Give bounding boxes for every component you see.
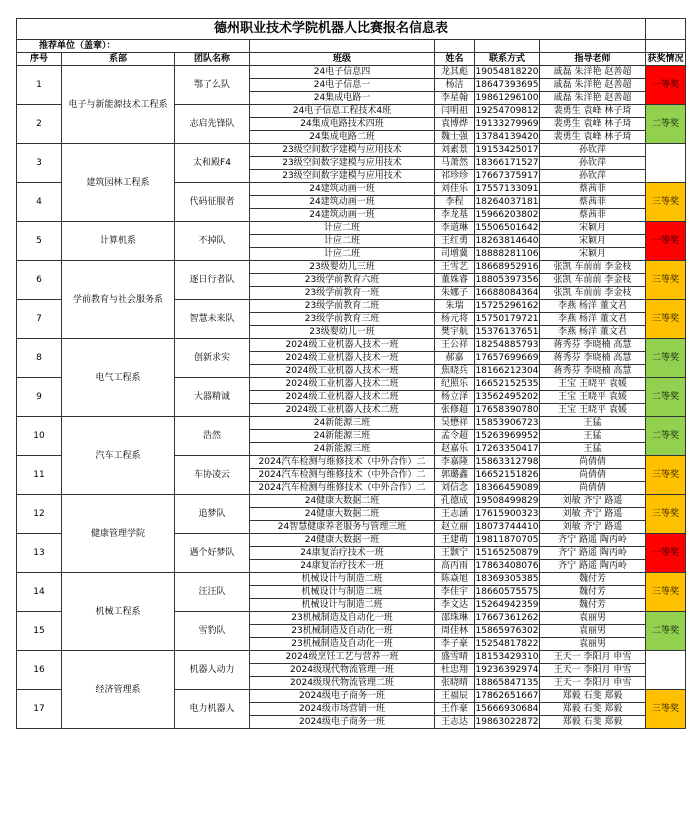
member-phone: 15750179721: [475, 314, 539, 324]
member-teacher: 王猛: [540, 430, 646, 443]
member-phone: 18660575575: [475, 587, 539, 597]
member-class: 2024汽车检测与维修技术（中外合作）二: [250, 456, 435, 469]
member-name: 王红勇: [435, 235, 475, 248]
award-badge: 二等奖: [646, 105, 686, 144]
member-teacher: 戚磊 朱洋艳 赵善超: [540, 66, 646, 79]
team-name: 大器精诚: [175, 378, 250, 417]
member-name: 李道琳: [435, 222, 475, 235]
member-phone: 19863022872: [475, 717, 539, 727]
member-phone: 18366459089: [475, 483, 539, 493]
member-class: 24智慧健康养老服务与管理三班: [250, 521, 435, 534]
member-class: 24建筑动画一班: [250, 196, 435, 209]
member-teacher: 王宝 王晓平 袁媛: [540, 404, 646, 417]
team-name: 车协凌云: [175, 456, 250, 495]
member-phone: 19133279969: [475, 119, 539, 129]
award-badge: 一等奖: [646, 222, 686, 261]
award-badge: [646, 144, 686, 183]
member-class: 2024级工业机器人技术一班: [250, 365, 435, 378]
member-teacher: 宋颖月: [540, 248, 646, 261]
member-class: 2024级电子商务一班: [250, 716, 435, 729]
member-class: 计应二班: [250, 235, 435, 248]
team-name: 追梦队: [175, 495, 250, 534]
member-phone: 19811870705: [475, 535, 539, 545]
member-class: 24建筑动画一班: [250, 209, 435, 222]
member-class: 24集成电路二班: [250, 131, 435, 144]
member-phone: 18073744410: [475, 522, 539, 532]
member-class: 24新能源三班: [250, 417, 435, 430]
member-name: 王雪艺: [435, 261, 475, 274]
team-number: 16: [17, 651, 62, 690]
header-name: 姓名: [435, 53, 475, 66]
member-name: 李程: [435, 196, 475, 209]
blank-cell: [250, 40, 435, 53]
member-name: 杨洁: [435, 79, 475, 92]
member-class: 24电子信息四: [250, 66, 435, 79]
member-phone: 18369305385: [475, 574, 539, 584]
team-name: 太和殿F4: [175, 144, 250, 183]
member-class: 2024汽车检测与维修技术（中外合作）二: [250, 469, 435, 482]
member-class: 2024级工业机器人技术一班: [250, 352, 435, 365]
member-teacher: 王猛: [540, 417, 646, 430]
team-name: 浩然: [175, 417, 250, 456]
header-department: 系部: [62, 53, 175, 66]
member-name: 司增冀: [435, 248, 475, 261]
member-class: 24电子信息一: [250, 79, 435, 92]
member-name: 魏士强: [435, 131, 475, 144]
award-badge: 三等奖: [646, 300, 686, 339]
department-name: 机械工程系: [62, 573, 175, 651]
member-teacher: 王天一 李阳月 申雪: [540, 651, 646, 664]
award-badge: 二等奖: [646, 417, 686, 456]
title-empty-cell: [646, 19, 686, 40]
member-phone: 19153425017: [475, 145, 539, 155]
member-phone: 16652151826: [475, 470, 539, 480]
member-teacher: 蒋秀芬 李晓楠 高慧: [540, 339, 646, 352]
member-class: 23级空间数字建模与应用技术: [250, 170, 435, 183]
member-class: 机械设计与制造二班: [250, 573, 435, 586]
member-teacher: 尚倩倩: [540, 456, 646, 469]
member-teacher: 蔡茜菲: [540, 183, 646, 196]
member-name: 李星翰: [435, 92, 475, 105]
team-name: 志启先锋队: [175, 105, 250, 144]
member-phone: 18254885793: [475, 340, 539, 350]
member-teacher: 孙钦萍: [540, 144, 646, 157]
member-class: 24建筑动画一班: [250, 183, 435, 196]
member-name: 李文达: [435, 599, 475, 612]
member-name: 龙其彪: [435, 66, 475, 79]
member-class: 24新能源三班: [250, 443, 435, 456]
award-badge: 三等奖: [646, 456, 686, 495]
member-teacher: 王宝 王晓平 袁媛: [540, 391, 646, 404]
member-phone: 15966203802: [475, 210, 539, 220]
blank-cell: [540, 40, 646, 53]
member-teacher: 孙钦萍: [540, 170, 646, 183]
member-teacher: 戚磊 朱洋艳 赵善超: [540, 92, 646, 105]
member-phone: 17657699669: [475, 353, 539, 363]
member-teacher: 刘敏 齐宁 路遥: [540, 521, 646, 534]
member-name: 焦晓兵: [435, 365, 475, 378]
member-name: 朱娜子: [435, 287, 475, 300]
table-row: [17, 222, 686, 235]
member-teacher: 李燕 杨洋 董文君: [540, 326, 646, 339]
team-number: 9: [17, 378, 62, 417]
member-class: 24集成电路技术四班: [250, 118, 435, 131]
member-phone: 17615900323: [475, 509, 539, 519]
blank-cell: [646, 40, 686, 53]
member-name: 樊宇航: [435, 326, 475, 339]
member-teacher: 裴勇生 袁峰 林子琦: [540, 105, 646, 118]
member-class: 24康复治疗技术一班: [250, 547, 435, 560]
member-name: 祁珍珍: [435, 170, 475, 183]
member-phone: 17667375917: [475, 171, 539, 181]
member-teacher: 尚倩倩: [540, 469, 646, 482]
table-row: [17, 651, 686, 664]
member-class: 23级学前教育二班: [250, 300, 435, 313]
member-teacher: 王天一 李阳月 申雪: [540, 677, 646, 690]
member-phone: 17667361262: [475, 613, 539, 623]
team-number: 6: [17, 261, 62, 300]
header-class: 班级: [250, 53, 435, 66]
member-class: 23机械制造及自动化一班: [250, 612, 435, 625]
member-teacher: 宋颖月: [540, 222, 646, 235]
team-name: 不掉队: [175, 222, 250, 261]
team-number: 4: [17, 183, 62, 222]
member-name: 郝嘉: [435, 352, 475, 365]
award-badge: 三等奖: [646, 573, 686, 612]
member-phone: 15865976302: [475, 626, 539, 636]
member-class: 23级学前教育三班: [250, 313, 435, 326]
member-class: 2024级工业机器人技术二班: [250, 404, 435, 417]
member-class: 2024级工业机器人技术二班: [250, 378, 435, 391]
member-name: 李龙基: [435, 209, 475, 222]
member-teacher: 袁丽男: [540, 638, 646, 651]
member-name: 王公祥: [435, 339, 475, 352]
team-number: 2: [17, 105, 62, 144]
member-name: 周佳林: [435, 625, 475, 638]
team-number: 12: [17, 495, 62, 534]
registration-table: [16, 18, 686, 729]
member-phone: 16688084364: [475, 288, 539, 298]
member-teacher: 张凯 车前前 李金枝: [540, 261, 646, 274]
member-class: 2024级市场营销一班: [250, 703, 435, 716]
team-number: 17: [17, 690, 62, 729]
department-name: 学前教育与社会服务系: [62, 261, 175, 339]
member-phone: 15666930684: [475, 704, 539, 714]
member-name: 王颢宁: [435, 547, 475, 560]
member-phone: 18865847135: [475, 678, 539, 688]
team-name: 雪豹队: [175, 612, 250, 651]
member-phone: 19508499829: [475, 496, 539, 506]
recommend-unit-label: 推荐单位（盖章）：: [17, 40, 250, 53]
member-class: 23级婴幼儿三班: [250, 261, 435, 274]
member-class: 24集成电路一: [250, 92, 435, 105]
member-class: 2024级电子商务一班: [250, 690, 435, 703]
member-phone: 15264942359: [475, 600, 539, 610]
member-class: 2024汽车检测与维修技术（中外合作）二: [250, 482, 435, 495]
member-class: 2024级现代物流管理二班: [250, 677, 435, 690]
member-name: 闫明祖: [435, 105, 475, 118]
team-name: 创新求实: [175, 339, 250, 378]
member-teacher: 蒋秀芬 李晓楠 高慧: [540, 352, 646, 365]
member-teacher: 魏付芳: [540, 573, 646, 586]
member-class: 23机械制造及自动化一班: [250, 625, 435, 638]
header-row: [17, 53, 686, 66]
registration-sheet: [16, 18, 686, 729]
member-teacher: 袁丽男: [540, 612, 646, 625]
table-row: [17, 495, 686, 508]
member-class: 23级婴幼儿一班: [250, 326, 435, 339]
member-phone: 18264037181: [475, 197, 539, 207]
member-name: 朱瑞: [435, 300, 475, 313]
member-teacher: 尚倩倩: [540, 482, 646, 495]
member-class: 23级空间数字建模与应用技术: [250, 144, 435, 157]
member-class: 24康复治疗技术一班: [250, 560, 435, 573]
member-phone: 18366171527: [475, 158, 539, 168]
team-number: 10: [17, 417, 62, 456]
member-class: 机械设计与制造二班: [250, 586, 435, 599]
member-teacher: 蒋秀芬 李晓楠 高慧: [540, 365, 646, 378]
member-name: 孔德成: [435, 495, 475, 508]
member-phone: 13784139420: [475, 132, 539, 142]
member-teacher: 李燕 杨洋 董文君: [540, 313, 646, 326]
member-class: 2024级工业机器人技术二班: [250, 391, 435, 404]
member-phone: 15263969952: [475, 431, 539, 441]
award-badge: 三等奖: [646, 690, 686, 729]
team-number: 7: [17, 300, 62, 339]
member-class: 2024级工业机器人技术一班: [250, 339, 435, 352]
member-name: 赵嘉乐: [435, 443, 475, 456]
member-name: 盛雪晴: [435, 651, 475, 664]
member-phone: 19236392974: [475, 665, 539, 675]
member-class: 24健康大数据二班: [250, 508, 435, 521]
member-teacher: 蔡茜菲: [540, 209, 646, 222]
member-phone: 17263350417: [475, 444, 539, 454]
member-phone: 17862651667: [475, 691, 539, 701]
award-badge: 一等奖: [646, 66, 686, 105]
member-name: 袁博烨: [435, 118, 475, 131]
member-class: 2024级烹饪工艺与营养一班: [250, 651, 435, 664]
table-row: [17, 261, 686, 274]
team-name: 鄂了么队: [175, 66, 250, 105]
member-name: 李嘉隆: [435, 456, 475, 469]
member-phone: 18668952916: [475, 262, 539, 272]
member-name: 吴懋祥: [435, 417, 475, 430]
member-name: 杨立泽: [435, 391, 475, 404]
team-number: 1: [17, 66, 62, 105]
member-name: 孟令超: [435, 430, 475, 443]
member-teacher: 李燕 杨洋 董文君: [540, 300, 646, 313]
team-name: 汪汪队: [175, 573, 250, 612]
member-phone: 15165250879: [475, 548, 539, 558]
blank-cell: [475, 40, 540, 53]
department-name: 电气工程系: [62, 339, 175, 417]
member-teacher: 袁丽男: [540, 625, 646, 638]
member-name: 董姝睿: [435, 274, 475, 287]
award-badge: 二等奖: [646, 339, 686, 378]
member-phone: 18263814640: [475, 236, 539, 246]
member-phone: 18805397356: [475, 275, 539, 285]
member-name: 王志达: [435, 716, 475, 729]
member-teacher: 刘敏 齐宁 路遥: [540, 508, 646, 521]
table-row: [17, 144, 686, 157]
member-class: 计应二班: [250, 248, 435, 261]
award-badge: 三等奖: [646, 183, 686, 222]
member-teacher: 张凯 车前前 李金枝: [540, 274, 646, 287]
award-badge: 二等奖: [646, 378, 686, 417]
table-row: [17, 573, 686, 586]
award-badge: 三等奖: [646, 495, 686, 534]
member-class: 2024级现代物流管理一班: [250, 664, 435, 677]
team-name: 智慧未来队: [175, 300, 250, 339]
department-name: 建筑园林工程系: [62, 144, 175, 222]
member-phone: 15506501642: [475, 223, 539, 233]
member-phone: 15853906723: [475, 418, 539, 428]
header-team: 团队名称: [175, 53, 250, 66]
award-badge: 二等奖: [646, 612, 686, 651]
member-teacher: 刘敏 齐宁 路遥: [540, 495, 646, 508]
member-name: 杜忠翔: [435, 664, 475, 677]
table-row: [17, 66, 686, 79]
member-phone: 19254709812: [475, 106, 539, 116]
member-teacher: 齐宁 路遥 陶丙岭: [540, 547, 646, 560]
team-name: 逐日行者队: [175, 261, 250, 300]
member-teacher: 王猛: [540, 443, 646, 456]
award-badge: 一等奖: [646, 534, 686, 573]
member-phone: 19054818220: [475, 67, 539, 77]
member-name: 王志涵: [435, 508, 475, 521]
department-name: 计算机系: [62, 222, 175, 261]
team-number: 5: [17, 222, 62, 261]
department-name: 汽车工程系: [62, 417, 175, 495]
member-teacher: 魏付芳: [540, 599, 646, 612]
member-name: 张修超: [435, 404, 475, 417]
member-name: 赵立丽: [435, 521, 475, 534]
header-no: 序号: [17, 53, 62, 66]
member-phone: 18153429310: [475, 652, 539, 662]
member-name: 刘素景: [435, 144, 475, 157]
member-name: 李子豪: [435, 638, 475, 651]
team-name: 机器人动力: [175, 651, 250, 690]
member-name: 陈焱旭: [435, 573, 475, 586]
member-name: 纪照乐: [435, 378, 475, 391]
department-name: 经济管理系: [62, 651, 175, 729]
member-phone: 15376137651: [475, 327, 539, 337]
member-teacher: 张凯 车前前 李金枝: [540, 287, 646, 300]
member-class: 计应二班: [250, 222, 435, 235]
member-name: 高丙雨: [435, 560, 475, 573]
member-phone: 18647393695: [475, 80, 539, 90]
department-name: 健康管理学院: [62, 495, 175, 573]
member-class: 23机械制造及自动化一班: [250, 638, 435, 651]
member-name: 王建萌: [435, 534, 475, 547]
member-phone: 17557133091: [475, 184, 539, 194]
member-name: 刘信念: [435, 482, 475, 495]
member-teacher: 宋颖月: [540, 235, 646, 248]
member-class: 23级空间数字建模与应用技术: [250, 157, 435, 170]
member-name: 张晓晴: [435, 677, 475, 690]
member-phone: 17658390780: [475, 405, 539, 415]
member-name: 刘佳乐: [435, 183, 475, 196]
member-teacher: 郑毅 石斐 郑毅: [540, 690, 646, 703]
department-name: 电子与新能源技术工程系: [62, 66, 175, 144]
member-teacher: 郑毅 石斐 郑毅: [540, 716, 646, 729]
member-class: 23级学前教育六班: [250, 274, 435, 287]
member-name: 李佳宇: [435, 586, 475, 599]
member-teacher: 裴勇生 袁峰 林子琦: [540, 118, 646, 131]
member-class: 24健康大数据二班: [250, 495, 435, 508]
member-teacher: 郑毅 石斐 郑毅: [540, 703, 646, 716]
team-number: 8: [17, 339, 62, 378]
team-name: 代码征服者: [175, 183, 250, 222]
member-phone: 13562495202: [475, 392, 539, 402]
member-teacher: 王天一 李阳月 申雪: [540, 664, 646, 677]
member-teacher: 蔡茜菲: [540, 196, 646, 209]
member-class: 24电子信息工程技术4班: [250, 105, 435, 118]
member-teacher: 王宝 王晓平 袁媛: [540, 378, 646, 391]
member-teacher: 齐宁 路遥 陶丙岭: [540, 534, 646, 547]
member-name: 邵珠琳: [435, 612, 475, 625]
member-class: 机械设计与制造二班: [250, 599, 435, 612]
member-class: 23级学前教育一班: [250, 287, 435, 300]
member-teacher: 齐宁 路遥 陶丙岭: [540, 560, 646, 573]
team-name: 电力机器人: [175, 690, 250, 729]
member-name: 马萧然: [435, 157, 475, 170]
member-phone: 17863408076: [475, 561, 539, 571]
member-phone: 15254817822: [475, 639, 539, 649]
team-number: 3: [17, 144, 62, 183]
member-teacher: 魏付芳: [540, 586, 646, 599]
member-class: 24新能源三班: [250, 430, 435, 443]
team-number: 14: [17, 573, 62, 612]
award-badge: [646, 651, 686, 690]
member-class: 24健康大数据一班: [250, 534, 435, 547]
member-phone: 15725296162: [475, 301, 539, 311]
team-number: 15: [17, 612, 62, 651]
member-phone: 18166212304: [475, 366, 539, 376]
member-phone: 19861296100: [475, 93, 539, 103]
member-name: 郭璐鑫: [435, 469, 475, 482]
team-number: 13: [17, 534, 62, 573]
member-teacher: 裴勇生 袁峰 林子琦: [540, 131, 646, 144]
sheet-title: 德州职业技术学院机器人比赛报名信息表: [17, 19, 646, 40]
member-teacher: 孙钦萍: [540, 157, 646, 170]
member-phone: 16652152535: [475, 379, 539, 389]
member-name: 王福辰: [435, 690, 475, 703]
award-badge: 三等奖: [646, 261, 686, 300]
team-number: 11: [17, 456, 62, 495]
table-row: [17, 417, 686, 430]
member-phone: 18888281106: [475, 249, 539, 259]
team-name: 遇个好梦队: [175, 534, 250, 573]
member-name: 王作豪: [435, 703, 475, 716]
blank-cell: [435, 40, 475, 53]
member-name: 杨元将: [435, 313, 475, 326]
header-teacher: 指导老师: [540, 53, 646, 66]
header-award: 获奖情况: [647, 54, 684, 64]
header-phone: 联系方式: [475, 53, 540, 66]
table-row: [17, 339, 686, 352]
member-phone: 15863312798: [475, 457, 539, 467]
member-teacher: 戚磊 朱洋艳 赵善超: [540, 79, 646, 92]
